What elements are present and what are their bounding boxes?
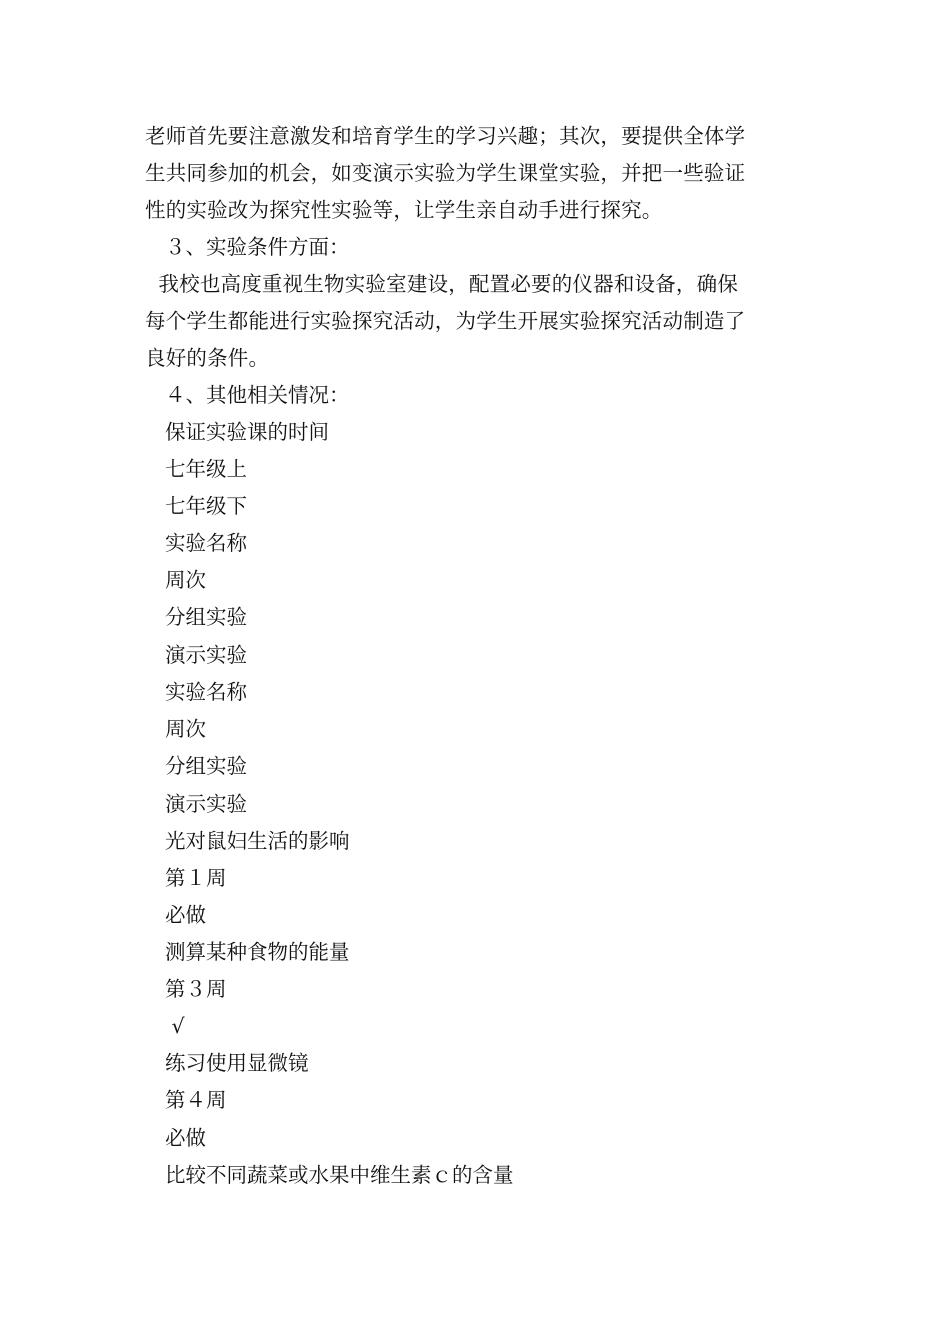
intro-paragraph — [145, 118, 815, 229]
paragraph-line: 老师首先要注意激发和培育学生的学习兴趣；其次，要提供全体学 — [145, 124, 746, 148]
paragraph-line: 生共同参加的机会，如变演示实验为学生课堂实验，并把一些验证 — [145, 161, 746, 185]
list-item: 实验名称 — [165, 531, 247, 555]
list-item: 演示实验 — [165, 643, 247, 667]
list-item: 演示实验 — [165, 792, 247, 816]
list-item: 七年级上 — [165, 457, 247, 481]
list-item: 光对鼠妇生活的影响 — [165, 829, 350, 853]
list-item: 比较不同蔬菜或水果中维生素ｃ的含量 — [165, 1163, 514, 1187]
section-heading-3: ３、实验条件方面： — [165, 235, 350, 259]
list-item: 第３周 — [165, 977, 227, 1001]
lab-conditions-paragraph — [145, 266, 815, 377]
list-item: 第４周 — [165, 1088, 227, 1112]
list-item: 分组实验 — [165, 605, 247, 629]
paragraph-line: 性的实验改为探究性实验等，让学生亲自动手进行探究。 — [145, 198, 663, 222]
paragraph-line: 每个学生都能进行实验探究活动，为学生开展实验探究活动制造了 — [145, 309, 746, 333]
paragraph-line: 我校也高度重视生物实验室建设，配置必要的仪器和设备，确保 — [145, 272, 739, 296]
list-item: 测算某种食物的能量 — [165, 940, 350, 964]
list-item: 实验名称 — [165, 680, 247, 704]
list-item: 周次 — [165, 717, 206, 741]
list-item: 周次 — [165, 568, 206, 592]
paragraph-line: 良好的条件。 — [145, 346, 270, 370]
list-item: 练习使用显微镜 — [165, 1051, 309, 1075]
section-heading-4: ４、其他相关情况： — [165, 383, 350, 407]
list-item: 必做 — [165, 1126, 206, 1150]
list-item: 保证实验课的时间 — [165, 420, 329, 444]
checkmark-item: √ — [165, 1014, 185, 1038]
list-item: 第１周 — [165, 866, 227, 890]
list-item: 分组实验 — [165, 754, 247, 778]
list-item: 七年级下 — [165, 494, 247, 518]
list-item: 必做 — [165, 903, 206, 927]
